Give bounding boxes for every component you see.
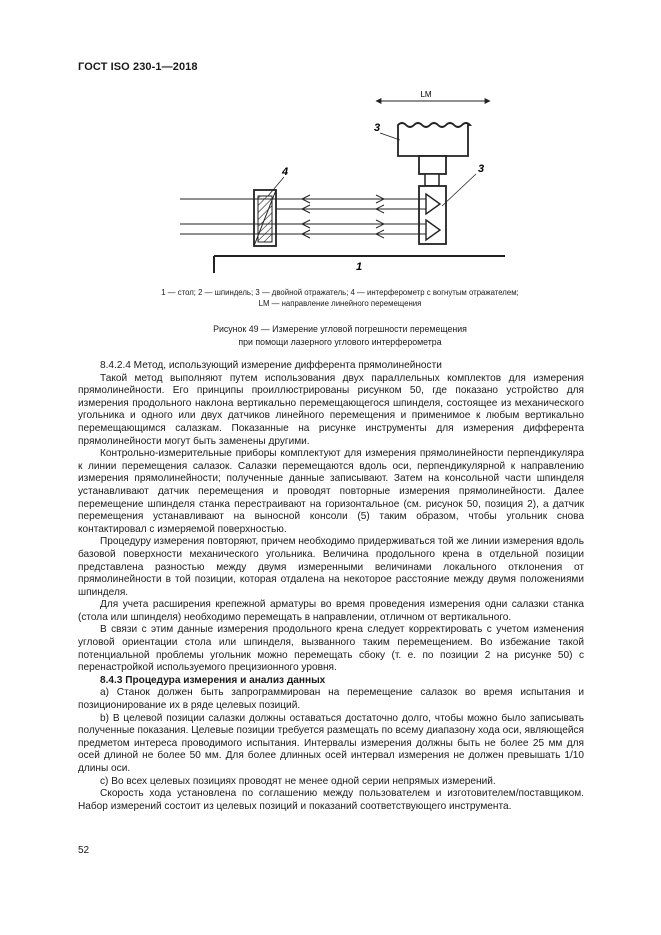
paragraph: Контрольно-измерительные приборы комплектуют для измерения прямолинейности перпендикуляра к линии перемещения салазок. Салазки перемещаются вдоль оси, перпендикулярной к направлению измерения прямолинейности; полученные данные записывают. Затем на консольной части шпинделя устанавливают датчик перемещения и проводят повторные измерения прямолинейности. Далее перемещение шпинделя станка перестраивают на горизонтальное (см. рисунок 50, позиция 2), а датчик перемещения устанавливают на выносной консоли (5) таким образом, чтобы угольник снова контактировал с измеряемой поверхностью. — [78, 448, 584, 535]
figure-legend — [100, 287, 580, 309]
body-text — [78, 360, 584, 813]
legend-line-1: 1 — стол; 2 — шпиндель; 3 — двойной отражатель; 4 — интерферометр с вогнутым отражателем; — [161, 288, 519, 297]
list-item: c) Во всех целевых позициях проводят не менее одной серии непрямых измерений. — [100, 775, 496, 787]
spindle-head — [398, 123, 470, 156]
figure-caption — [100, 323, 580, 348]
spindle-label: 3 — [374, 122, 381, 134]
figure-49-diagram — [170, 88, 510, 278]
interferometer-label: 4 — [282, 166, 289, 178]
paragraph: Такой метод выполняют путем использования двух параллельных комплектов для измерения прямолинейности. Его принципы проиллюстрированы рисунком 50, где показано устройство для измерения продольного наклона вертикально перемещающегося шпинделя, состоящее из механического угольника и одного или двух датчиков линейного перемещения и применимое к любым вертикально перемещающимся салазкам. Показанные на рисунке инструменты для измерения дифферента прямолинейности могут быть заменены другими. — [78, 372, 584, 447]
table-label: 1 — [356, 261, 363, 273]
paragraph: 8.4.2.4 Метод, использующий измерение дифферента прямолинейности — [100, 360, 442, 371]
paragraph: В связи с этим данные измерения продольного крена следует корректировать с учетом изменения угловой ориентации стола или шпинделя, вызванного таким перемещением. Во избежание такой потенциальной проблемы угольник можно перемещать сбоку (т. е. по позиции 2 на рисунке 50) с перенастройкой используемого прецизионного уровня. — [78, 624, 584, 674]
document-header: ГОСТ ISO 230-1—2018 — [78, 61, 198, 73]
list-item: a) Станок должен быть запрограммирован на перемещение салазок во время испытания и позиционирование их в ряде целевых позиций. — [78, 687, 584, 712]
spindle-neck — [419, 156, 446, 174]
legend-line-2: LM — направление линейного перемещения — [258, 299, 422, 308]
caption-line-2: при помощи лазерного углового интерферометра — [238, 336, 442, 347]
page-number: 52 — [78, 845, 90, 856]
spindle-connector — [425, 174, 439, 186]
section-heading: 8.4.3 Процедура измерения и анализ данных — [100, 674, 326, 686]
reflector-label: 3 — [478, 163, 485, 175]
paragraph: Процедуру измерения повторяют, причем необходимо придерживаться той же линии измерения вдоль базовой поверхности механического угольника. Величина продольного крена в отдельной позиции представлена разностью между двумя измеренными величинами локального отклонения от прямолинейности в той позиции, которая отдалена на некоторое расстояние между двумя положениями шпинделя. — [78, 536, 584, 598]
list-item: b) В целевой позиции салазки должны оставаться достаточно долго, чтобы можно было записывать полученные показания. Целевые позиции требуется размещать по всему диапазону хода оси, являющейся предметом интереса проводимого испытания. Интервалы измерения должны быть не более 25 мм для осей длиной не более 50 мм. Для более длинных осей интервал измерения не должен превышать 1/10 длины оси. — [78, 712, 585, 774]
lm-label: LM — [420, 90, 432, 99]
paragraph: Скорость хода установлена по соглашению между пользователем и изготовителем/поставщиком. Набор измерений состоит из целевых позиций и показаний соответствующего инструмента. — [78, 788, 584, 812]
paragraph: Для учета расширения крепежной арматуры во время проведения измерения одни салазки станка (стола или шпинделя) необходимо перемещать в направлении, отличном от вертикального. — [78, 599, 584, 623]
caption-line-1: Рисунок 49 — Измерение угловой погрешности перемещения — [213, 324, 467, 334]
